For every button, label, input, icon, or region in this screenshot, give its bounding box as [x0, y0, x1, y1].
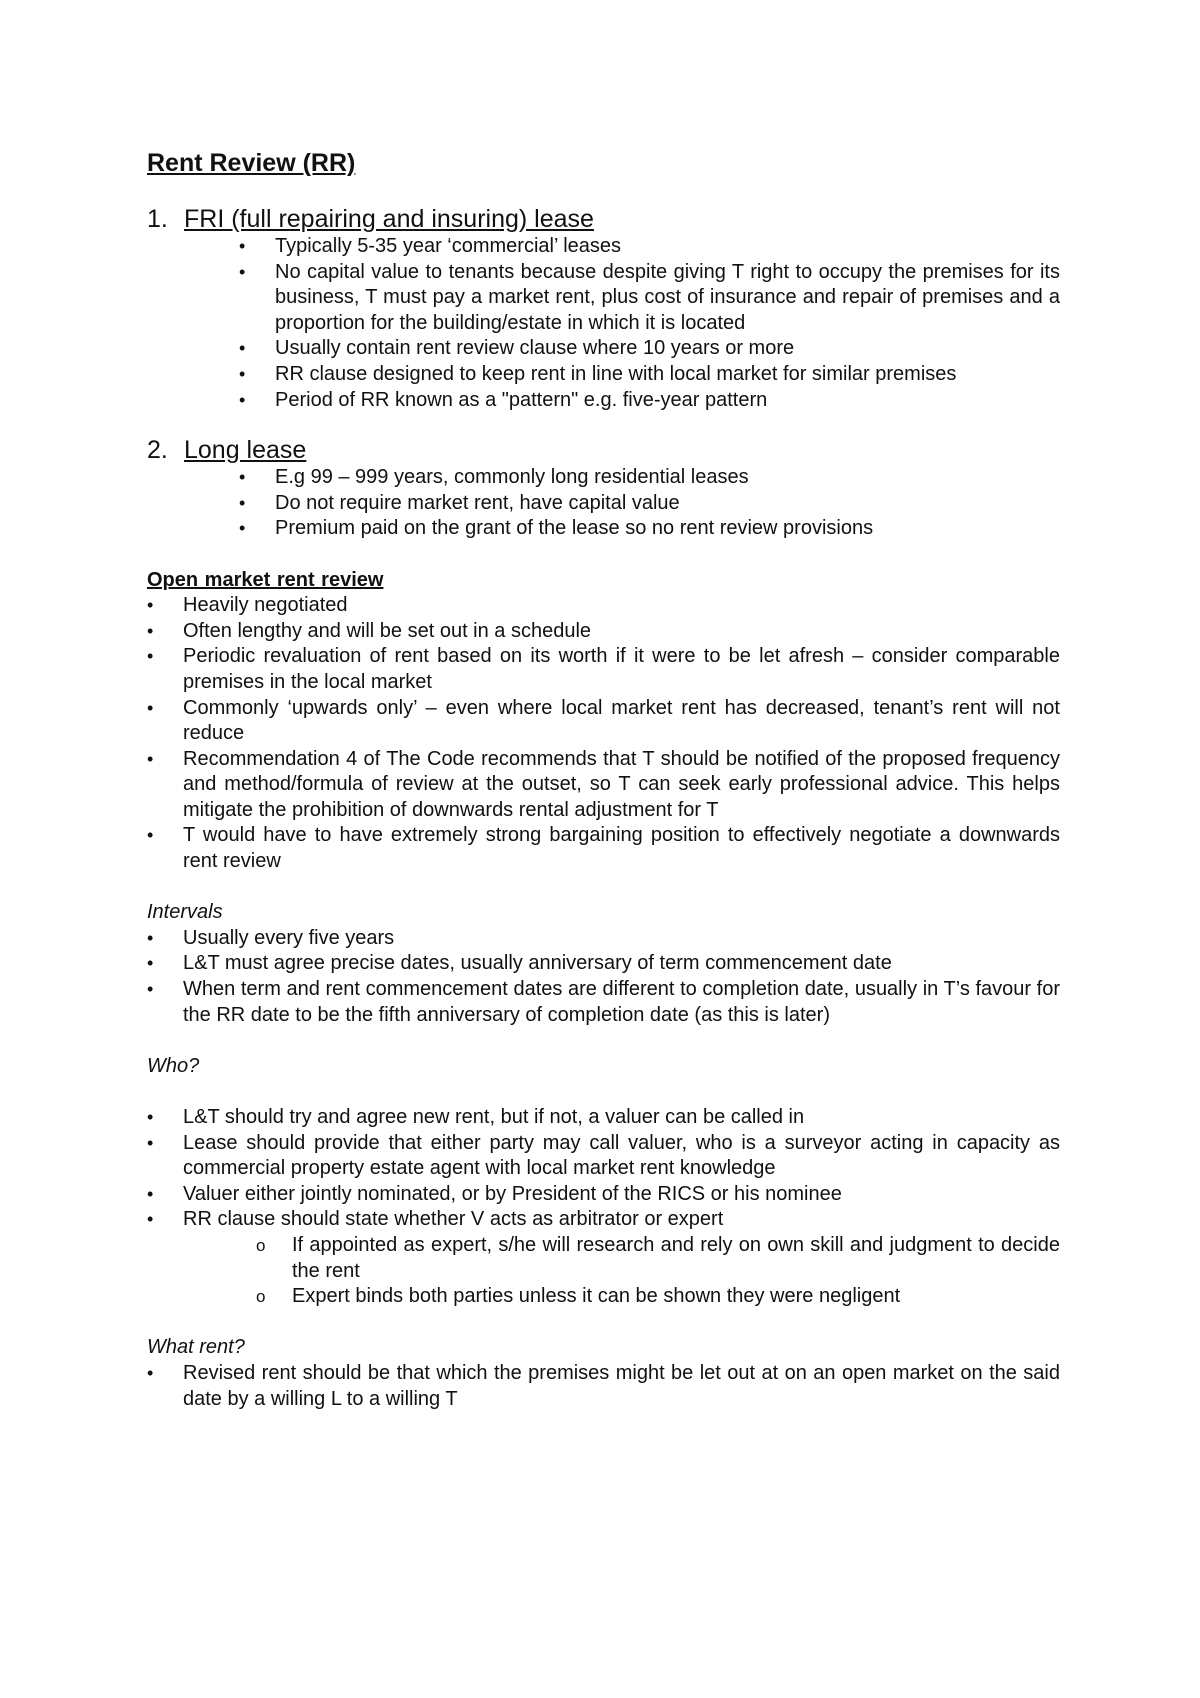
subsection-heading: Who?	[147, 1054, 200, 1077]
section-heading	[147, 435, 1060, 465]
section-number: 1.	[147, 205, 168, 233]
bullet-icon: •	[147, 1132, 154, 1153]
section-fri-lease	[147, 204, 1060, 413]
document-title: Rent Review (RR)	[147, 149, 356, 177]
bullet-icon: •	[239, 492, 246, 513]
bullet-icon: •	[147, 1183, 154, 1204]
list-item: • Premium paid on the grant of the lease so no rent review provisions	[239, 516, 1060, 542]
section-heading-text: Long lease	[184, 436, 307, 465]
bullet-list	[239, 465, 1060, 542]
bullet-list	[239, 234, 1060, 413]
section-heading-text: FRI (full repairing and insuring) lease	[184, 205, 594, 233]
spacer	[147, 875, 1060, 901]
list-item: • E.g 99 – 999 years, commonly long residential leases	[239, 465, 1060, 491]
sub-bullet-list	[256, 1233, 1060, 1310]
section-open-market	[147, 568, 1060, 875]
sub-bullet-icon: o	[256, 1235, 266, 1255]
bullet-icon: •	[239, 518, 246, 539]
bullet-icon: •	[147, 748, 154, 769]
list-item: • T would have to have extremely strong bargaining position to effectively negotiate a downwards rent review	[147, 823, 1060, 874]
bullet-icon: •	[147, 979, 154, 1000]
section-long-lease	[147, 435, 1060, 542]
section-who	[147, 1054, 1060, 1310]
list-item: • Recommendation 4 of The Code recommends that T should be notified of the proposed frequency and method/formula of review at the outset, so T can seek early professional advice. This helps mitigate the prohibition of downwards rental adjustment for T	[147, 747, 1060, 824]
bullet-list	[147, 926, 1060, 1028]
list-item: • RR clause should state whether V acts as arbitrator or expert	[147, 1207, 1060, 1233]
section-intervals	[147, 900, 1060, 1028]
list-item: • RR clause designed to keep rent in line with local market for similar premises	[239, 362, 1060, 388]
list-item: • Revised rent should be that which the premises might be let out at on an open market on the said date by a willing L to a willing T	[147, 1361, 1060, 1412]
bullet-icon: •	[239, 467, 246, 488]
list-item: • No capital value to tenants because despite giving T right to occupy the premises for its business, T must pay a market rent, plus cost of insurance and repair of premises and a proportion for the building/estate in which it is located	[239, 260, 1060, 337]
spacer	[147, 1310, 1060, 1336]
bullet-icon: •	[147, 953, 154, 974]
list-item: o If appointed as expert, s/he will research and rely on own skill and judgment to decide the rent	[256, 1233, 1060, 1284]
subsection-heading: Open market rent review	[147, 568, 384, 591]
spacer	[147, 1028, 1060, 1054]
bullet-icon: •	[147, 1107, 154, 1127]
list-item: • Periodic revaluation of rent based on its worth if it were to be let afresh – consider comparable premises in the local market	[147, 644, 1060, 695]
list-item: • Usually contain rent review clause where 10 years or more	[239, 336, 1060, 362]
list-item: • Usually every five years	[147, 926, 1060, 952]
bullet-icon: •	[147, 620, 154, 641]
subsection-heading: Intervals	[147, 901, 223, 924]
bullet-icon: •	[147, 697, 154, 718]
bullet-icon: •	[147, 927, 154, 948]
bullet-icon: •	[147, 646, 154, 667]
list-item: • L&T must agree precise dates, usually anniversary of term commencement date	[147, 951, 1060, 977]
bullet-list	[147, 593, 1060, 875]
bullet-icon: •	[239, 389, 246, 410]
list-item: • Do not require market rent, have capital value	[239, 491, 1060, 517]
bullet-icon: •	[239, 261, 246, 282]
bullet-icon: •	[147, 1209, 154, 1230]
list-item: • L&T should try and agree new rent, but if not, a valuer can be called in	[147, 1105, 1060, 1131]
bullet-icon: •	[239, 236, 246, 256]
bullet-icon: •	[147, 825, 154, 846]
subsection-heading: What rent?	[147, 1336, 245, 1359]
bullet-list	[147, 1105, 1060, 1233]
spacer	[147, 542, 1060, 568]
bullet-icon: •	[147, 595, 154, 616]
list-item: • Often lengthy and will be set out in a schedule	[147, 619, 1060, 645]
section-what-rent	[147, 1335, 1060, 1412]
bullet-icon: •	[147, 1362, 154, 1383]
bullet-icon: •	[239, 338, 246, 359]
list-item: o Expert binds both parties unless it can be shown they were negligent	[256, 1284, 1060, 1310]
list-item: • Period of RR known as a "pattern" e.g. five-year pattern	[239, 388, 1060, 414]
spacer	[147, 413, 1060, 435]
list-item: • When term and rent commencement dates are different to completion date, usually in T’s favour for the RR date to be the fifth anniversary of completion date (as this is later)	[147, 977, 1060, 1028]
bullet-list	[147, 1361, 1060, 1412]
list-item: • Valuer either jointly nominated, or by President of the RICS or his nominee	[147, 1182, 1060, 1208]
list-item: • Commonly ‘upwards only’ – even where local market rent has decreased, tenant’s rent will not reduce	[147, 696, 1060, 747]
bullet-icon: •	[239, 363, 246, 384]
section-heading	[147, 204, 1060, 234]
spacer	[147, 1079, 1060, 1105]
list-item: • Lease should provide that either party may call valuer, who is a surveyor acting in capacity as commercial property estate agent with local market rent knowledge	[147, 1131, 1060, 1182]
section-number: 2.	[147, 436, 168, 465]
sub-bullet-icon: o	[256, 1287, 266, 1307]
list-item: • Heavily negotiated	[147, 593, 1060, 619]
list-item: • Typically 5-35 year ‘commercial’ leases	[239, 234, 1060, 260]
